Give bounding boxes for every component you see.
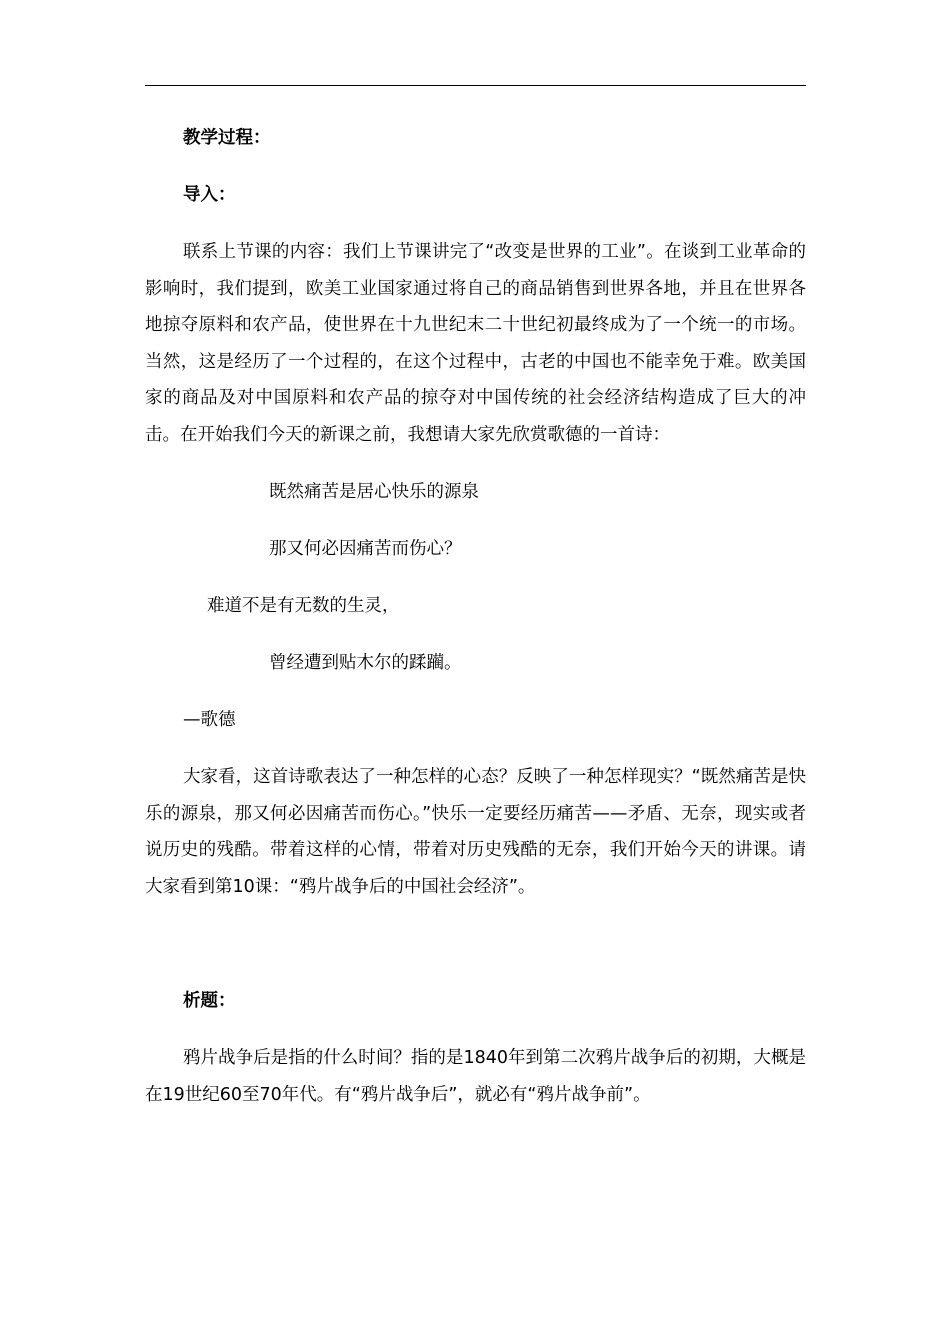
poem-author: —歌德 <box>183 710 236 730</box>
intro-paragraph: 联系上节课的内容：我们上节课讲完了“改变是世界的工业”。在谈到工业革命的影响时，我们提到，欧美工业国家通过将自己的商品销售到世界各地，并且在世界各地掠夺原料和农产品，使世界在十九世纪末二十世纪初最终成为了一个统一的市场。当然，这是经历了一个过程的，在这个过程中，古老的中国也不能幸免于难。欧美国家的商品及对中国原料和农产品的掠夺对中国传统的社会经济结构造成了巨大的冲击。在开始我们今天的新课之前，我想请大家先欣赏歌德的一首诗： <box>145 242 806 445</box>
poem-line-3: 难道不是有无数的生灵， <box>207 596 400 616</box>
poem-line-4: 曾经遭到贴木尔的蹂躏。 <box>269 653 462 673</box>
heading-analysis: 析题： <box>183 991 236 1011</box>
poem-line-2: 那又何必因痛苦而伤心？ <box>269 539 462 559</box>
heading-teaching-process: 教学过程： <box>183 128 271 148</box>
header-rule <box>145 85 806 86</box>
heading-introduction: 导入： <box>183 185 236 205</box>
poem-line-1: 既然痛苦是居心快乐的源泉 <box>269 482 479 502</box>
analysis-paragraph: 鸦片战争后是指的什么时间？指的是1840年到第二次鸦片战争后的初期，大概是在19世纪60至70年代。有“鸦片战争后”，就必有“鸦片战争前”。 <box>145 1048 806 1105</box>
document-body <box>145 120 806 1113</box>
discussion-paragraph: 大家看，这首诗歌表达了一种怎样的心态？反映了一种怎样现实？“既然痛苦是快乐的源泉，那又何必因痛苦而伤心。”快乐一定要经历痛苦——矛盾、无奈，现实或者说历史的残酷。带着这样的心情，带着对历史残酷的无奈，我们开始今天的讲课。请大家看到第10课：“鸦片战争后的中国社会经济”。 <box>145 767 806 897</box>
